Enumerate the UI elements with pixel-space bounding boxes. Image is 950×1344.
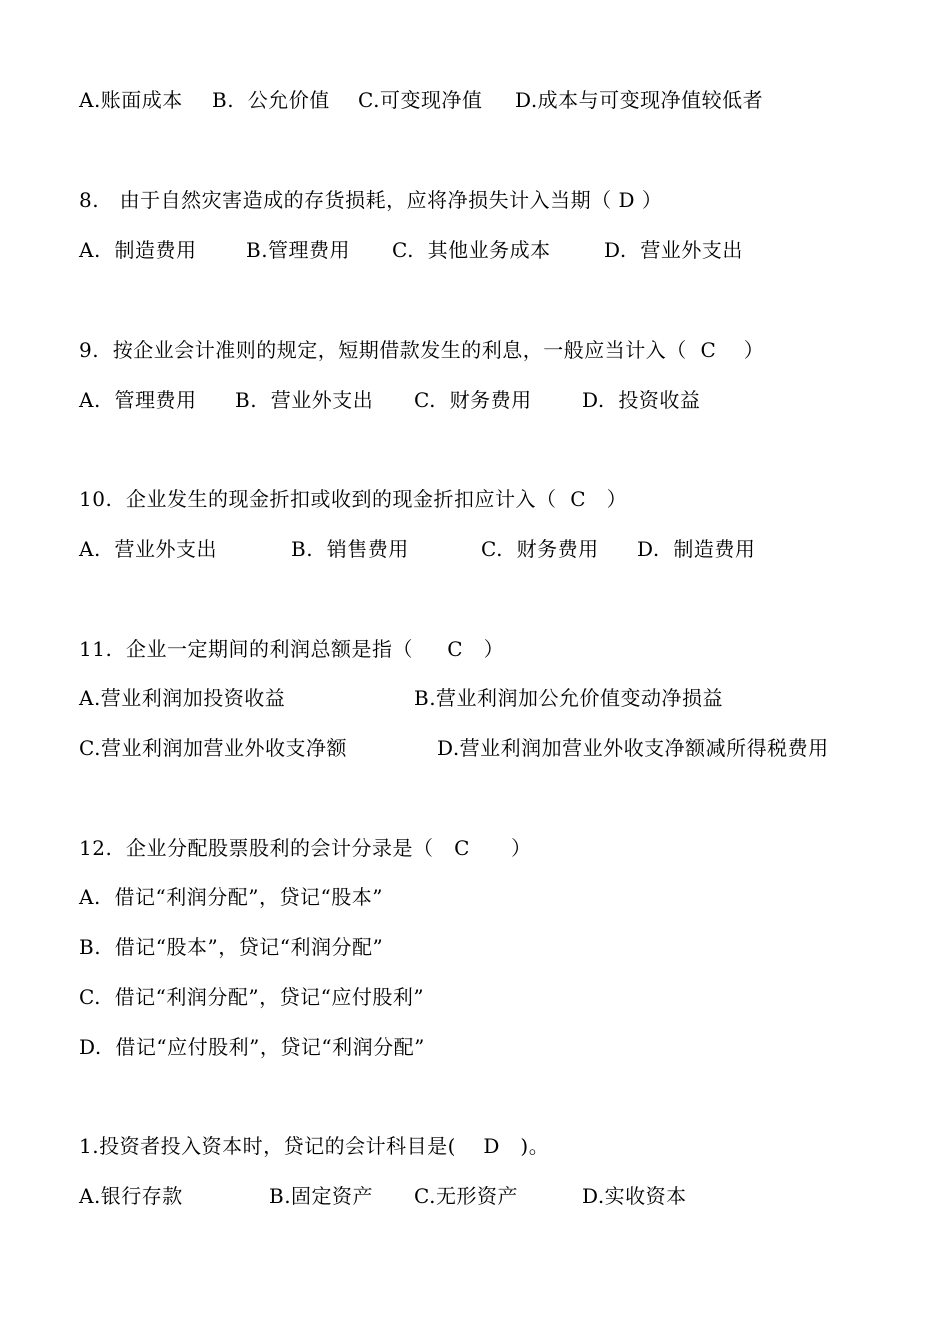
q12-option-a: A. 借记“利润分配”，贷记“股本” [79, 885, 383, 909]
q9-option-d: D. 投资收益 [582, 388, 701, 412]
q7-option-d: D.成本与可变现净值较低者 [515, 88, 764, 112]
q9-option-a: A. 管理费用 [79, 388, 197, 412]
q1-option-a: A.银行存款 [79, 1184, 183, 1208]
q11-option-c: C.营业利润加营业外收支净额 [79, 736, 347, 760]
q9-question: 9. 按企业会计准则的规定，短期借款发生的利息，一般应当计入（ C ） [79, 338, 765, 362]
q11-question: 11. 企业一定期间的利润总额是指（ C ） [79, 637, 505, 661]
q10-option-b: B. 销售费用 [291, 537, 409, 561]
q10-question: 10. 企业发生的现金折扣或收到的现金折扣应计入（ C ） [79, 487, 628, 511]
q8-option-a: A. 制造费用 [79, 238, 197, 262]
q8-option-c: C. 其他业务成本 [392, 238, 551, 262]
q10-options-row [79, 533, 756, 565]
q8-option-b: B.管理费用 [246, 238, 351, 262]
q12-option-c: C. 借记“利润分配”，贷记“应付股利” [79, 985, 425, 1009]
q9-option-b: B. 营业外支出 [235, 388, 374, 412]
q7-option-b: B. 公允价值 [212, 88, 330, 112]
q8-option-d: D. 营业外支出 [604, 238, 743, 262]
q8-options-row [79, 234, 743, 266]
q9-option-c: C. 财务费用 [414, 388, 532, 412]
q7-option-a: A.账面成本 [79, 88, 183, 112]
q11-options-row-2 [79, 732, 829, 764]
q12-option-b: B. 借记“股本”，贷记“利润分配” [79, 935, 384, 959]
q10-option-a: A. 营业外支出 [79, 537, 218, 561]
q1-option-b: B.固定资产 [269, 1184, 374, 1208]
q1-option-c: C.无形资产 [414, 1184, 518, 1208]
q10-option-c: C. 财务费用 [481, 537, 599, 561]
q8-question: 8. 由于自然灾害造成的存货损耗，应将净损失计入当期（ D ） [79, 188, 663, 212]
q9-options-row [79, 384, 701, 416]
q7-option-c: C.可变现净值 [358, 88, 483, 112]
q10-option-d: D. 制造费用 [637, 537, 756, 561]
q11-options-row-1 [79, 682, 724, 714]
q12-question: 12. 企业分配股票股利的会计分录是（ C ） [79, 836, 532, 860]
q11-option-a: A.营业利润加投资收益 [79, 686, 286, 710]
q11-option-d: D.营业利润加营业外收支净额减所得税费用 [437, 736, 829, 760]
q7-options-row [79, 84, 764, 116]
q1-options-row [79, 1180, 687, 1212]
q1-question: 1.投资者投入资本时，贷记的会计科目是( D )。 [79, 1134, 550, 1158]
q12-option-d: D. 借记“应付股利”，贷记“利润分配” [79, 1035, 425, 1059]
q11-option-b: B.营业利润加公允价值变动净损益 [414, 686, 724, 710]
q1-option-d: D.实收资本 [582, 1184, 687, 1208]
